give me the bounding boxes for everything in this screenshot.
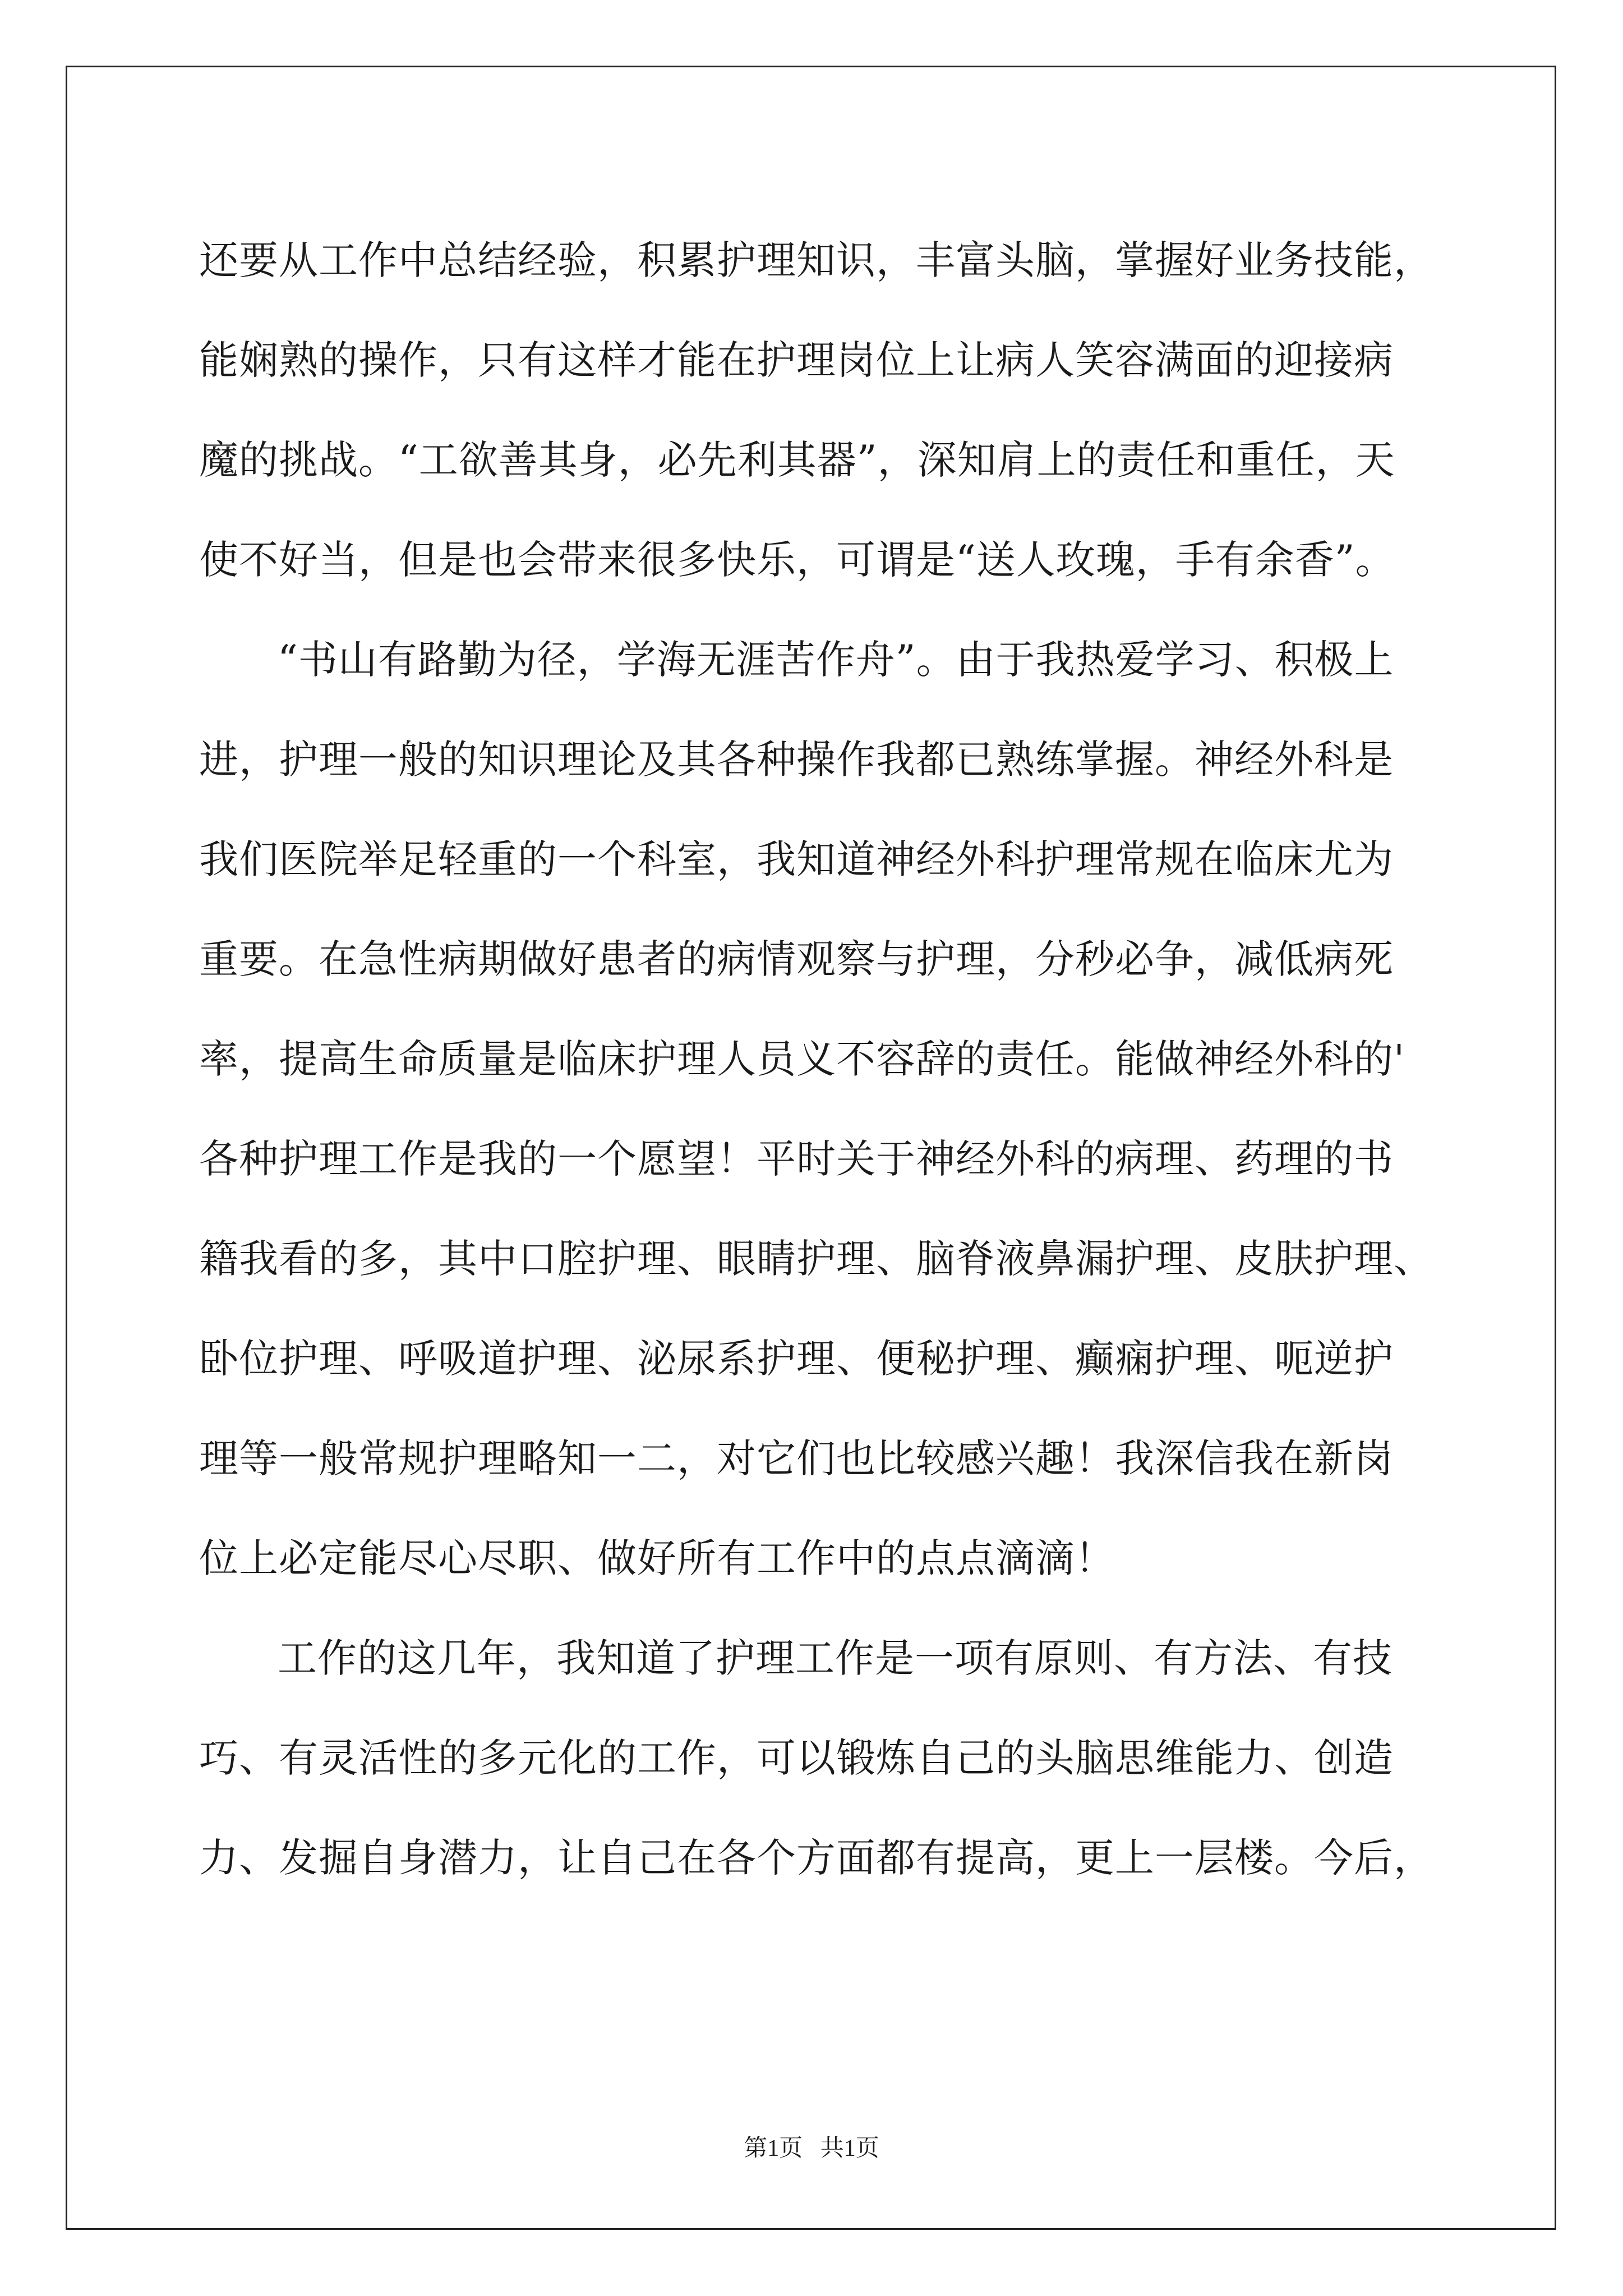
- text-line: 进，护理一般的知识理论及其各种操作我都已熟练掌握。神经外科是: [199, 737, 1394, 783]
- text-line: 巧、有灵活性的多元化的工作，可以锻炼自己的头脑思维能力、创造: [199, 1735, 1394, 1781]
- text-line: 重要。在急性病期做好患者的病情观察与护理，分秒必争，减低病死: [199, 936, 1394, 982]
- text-line: 各种护理工作是我的一个愿望！平时关于神经外科的病理、药理的书: [199, 1136, 1394, 1182]
- text-line: 卧位护理、呼吸道护理、泌尿系护理、便秘护理、癫痫护理、呃逆护: [199, 1336, 1394, 1382]
- text-line: 使不好当，但是也会带来很多快乐，可谓是“送人玫瑰，手有余香”。: [199, 537, 1395, 583]
- page-footer: 第1页 共1页: [744, 2136, 879, 2161]
- paragraph-start-line: “书山有路勤为径，学海无涯苦作舟”。由于我热爱学习、积极上: [278, 637, 1394, 683]
- text-line: 能娴熟的操作，只有这样才能在护理岗位上让病人笑容满面的迎接病: [199, 337, 1394, 383]
- text-line: 理等一般常规护理略知一二，对它们也比较感兴趣！我深信我在新岗: [199, 1435, 1394, 1481]
- text-line: 率，提高生命质量是临床护理人员义不容辞的责任。能做神经外科的': [199, 1036, 1405, 1082]
- text-line: 魔的挑战。“工欲善其身，必先利其器”，深知肩上的责任和重任，天: [199, 437, 1395, 483]
- text-line: 籍我看的多，其中口腔护理、眼睛护理、脑脊液鼻漏护理、皮肤护理、: [199, 1236, 1433, 1282]
- text-line: 位上必定能尽心尽职、做好所有工作中的点点滴滴！: [199, 1535, 1115, 1581]
- text-line: 我们医院举足轻重的一个科室，我知道神经外科护理常规在临床尤为: [199, 836, 1394, 882]
- text-line: 还要从工作中总结经验，积累护理知识，丰富头脑，掌握好业务技能，: [199, 237, 1433, 283]
- document-body: [199, 210, 1450, 1908]
- text-line: 力、发掘自身潜力，让自己在各个方面都有提高，更上一层楼。今后，: [199, 1835, 1433, 1881]
- paragraph-start-line: 工作的这几年，我知道了护理工作是一项有原则、有方法、有技: [278, 1635, 1393, 1681]
